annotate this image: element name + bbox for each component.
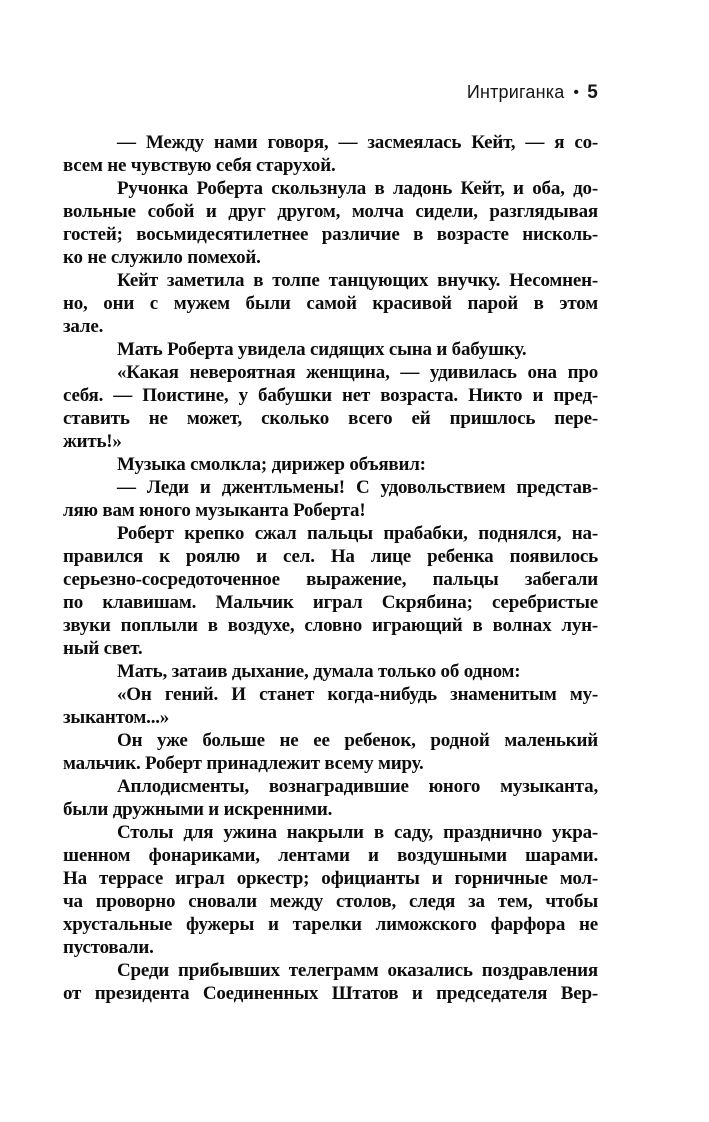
page-number: 5: [587, 82, 598, 103]
text-line: — Леди и джентльмены! С удовольствием представ-: [117, 477, 598, 498]
paragraph: [63, 476, 598, 522]
text-line: но, они с мужем были самой красивой парой в этом: [63, 293, 598, 314]
text-line: ляю вам юного музыканта Роберта!: [63, 500, 366, 521]
text-line: ко не служило помехой.: [63, 247, 261, 268]
text-line: гостей; восьмидесятилетнее различие в возрасте нисколь-: [63, 224, 598, 245]
text-line: всем не чувствую себя старухой.: [63, 155, 336, 176]
text-line: звуки поплыли в воздухе, словно играющий в волнах лун-: [63, 615, 598, 636]
text-line: На террасе играл оркестр; официанты и горничные мол-: [63, 868, 598, 889]
text-line: Среди прибывших телеграмм оказались поздравления: [117, 960, 598, 981]
paragraph: [63, 269, 598, 338]
paragraph: [63, 683, 598, 729]
running-head: [63, 82, 598, 104]
paragraph: [63, 775, 598, 821]
text-line: — Между нами говоря, — засмеялась Кейт, — я со-: [117, 132, 598, 153]
paragraph: [63, 959, 598, 1005]
text-line: «Он гений. И станет когда-нибудь знаменитым му-: [117, 684, 598, 705]
text-line: жить!»: [63, 431, 122, 452]
paragraph: [63, 660, 598, 683]
text-line: Ручонка Роберта скользнула в ладонь Кейт, и оба, до-: [117, 178, 598, 199]
paragraph: [63, 729, 598, 775]
book-title: Интриганка: [466, 82, 565, 102]
text-line: зале.: [63, 316, 104, 337]
paragraph: [63, 177, 598, 269]
text-line: по клавишам. Мальчик играл Скрябина; серебристые: [63, 592, 598, 613]
text-line: Он уже больше не ее ребенок, родной маленький: [117, 730, 598, 751]
text-line: «Какая невероятная женщина, — удивилась она про: [117, 362, 598, 383]
text-line: ча проворно сновали между столов, следя за тем, чтобы: [63, 891, 598, 912]
text-line: Столы для ужина накрыли в саду, празднично укра-: [117, 822, 598, 843]
text-line: от президента Соединенных Штатов и председателя Вер-: [63, 983, 598, 1004]
text-line: серьезно-сосредоточенное выражение, пальцы забегали: [63, 569, 598, 590]
text-line: Аплодисменты, вознаградившие юного музыканта,: [117, 776, 598, 797]
paragraph: [63, 453, 598, 476]
text-line: Мать, затаив дыхание, думала только об одном:: [117, 661, 521, 682]
text-line: были дружными и искренними.: [63, 799, 333, 820]
paragraph: [63, 522, 598, 660]
text-line: Мать Роберта увидела сидящих сына и бабушку.: [117, 339, 527, 360]
text-line: ный свет.: [63, 638, 143, 659]
text-line: вольные собой и друг другом, молча сидели, разглядывая: [63, 201, 598, 222]
bullet-separator-icon: •: [573, 84, 580, 101]
text-line: Кейт заметила в толпе танцующих внучку. Несомнен-: [117, 270, 598, 291]
text-line: шенном фонариками, лентами и воздушными шарами.: [63, 845, 598, 866]
text-line: зыкантом...»: [63, 707, 170, 728]
paragraph: [63, 131, 598, 177]
body-text: [63, 131, 598, 1005]
paragraph: [63, 361, 598, 453]
text-line: Музыка смолкла; дирижер объявил:: [117, 454, 426, 475]
text-line: правился к роялю и сел. На лице ребенка появилось: [63, 546, 598, 567]
text-line: пустовали.: [63, 937, 154, 958]
text-line: Роберт крепко сжал пальцы прабабки, поднялся, на-: [117, 523, 598, 544]
text-line: себя. — Поистине, у бабушки нет возраста. Никто и пред-: [63, 385, 598, 406]
paragraph: [63, 821, 598, 959]
text-line: хрустальные фужеры и тарелки лиможского фарфора не: [63, 914, 598, 935]
paragraph: [63, 338, 598, 361]
text-line: мальчик. Роберт принадлежит всему миру.: [63, 753, 424, 774]
text-line: ставить не может, сколько всего ей пришлось пере-: [63, 408, 598, 429]
